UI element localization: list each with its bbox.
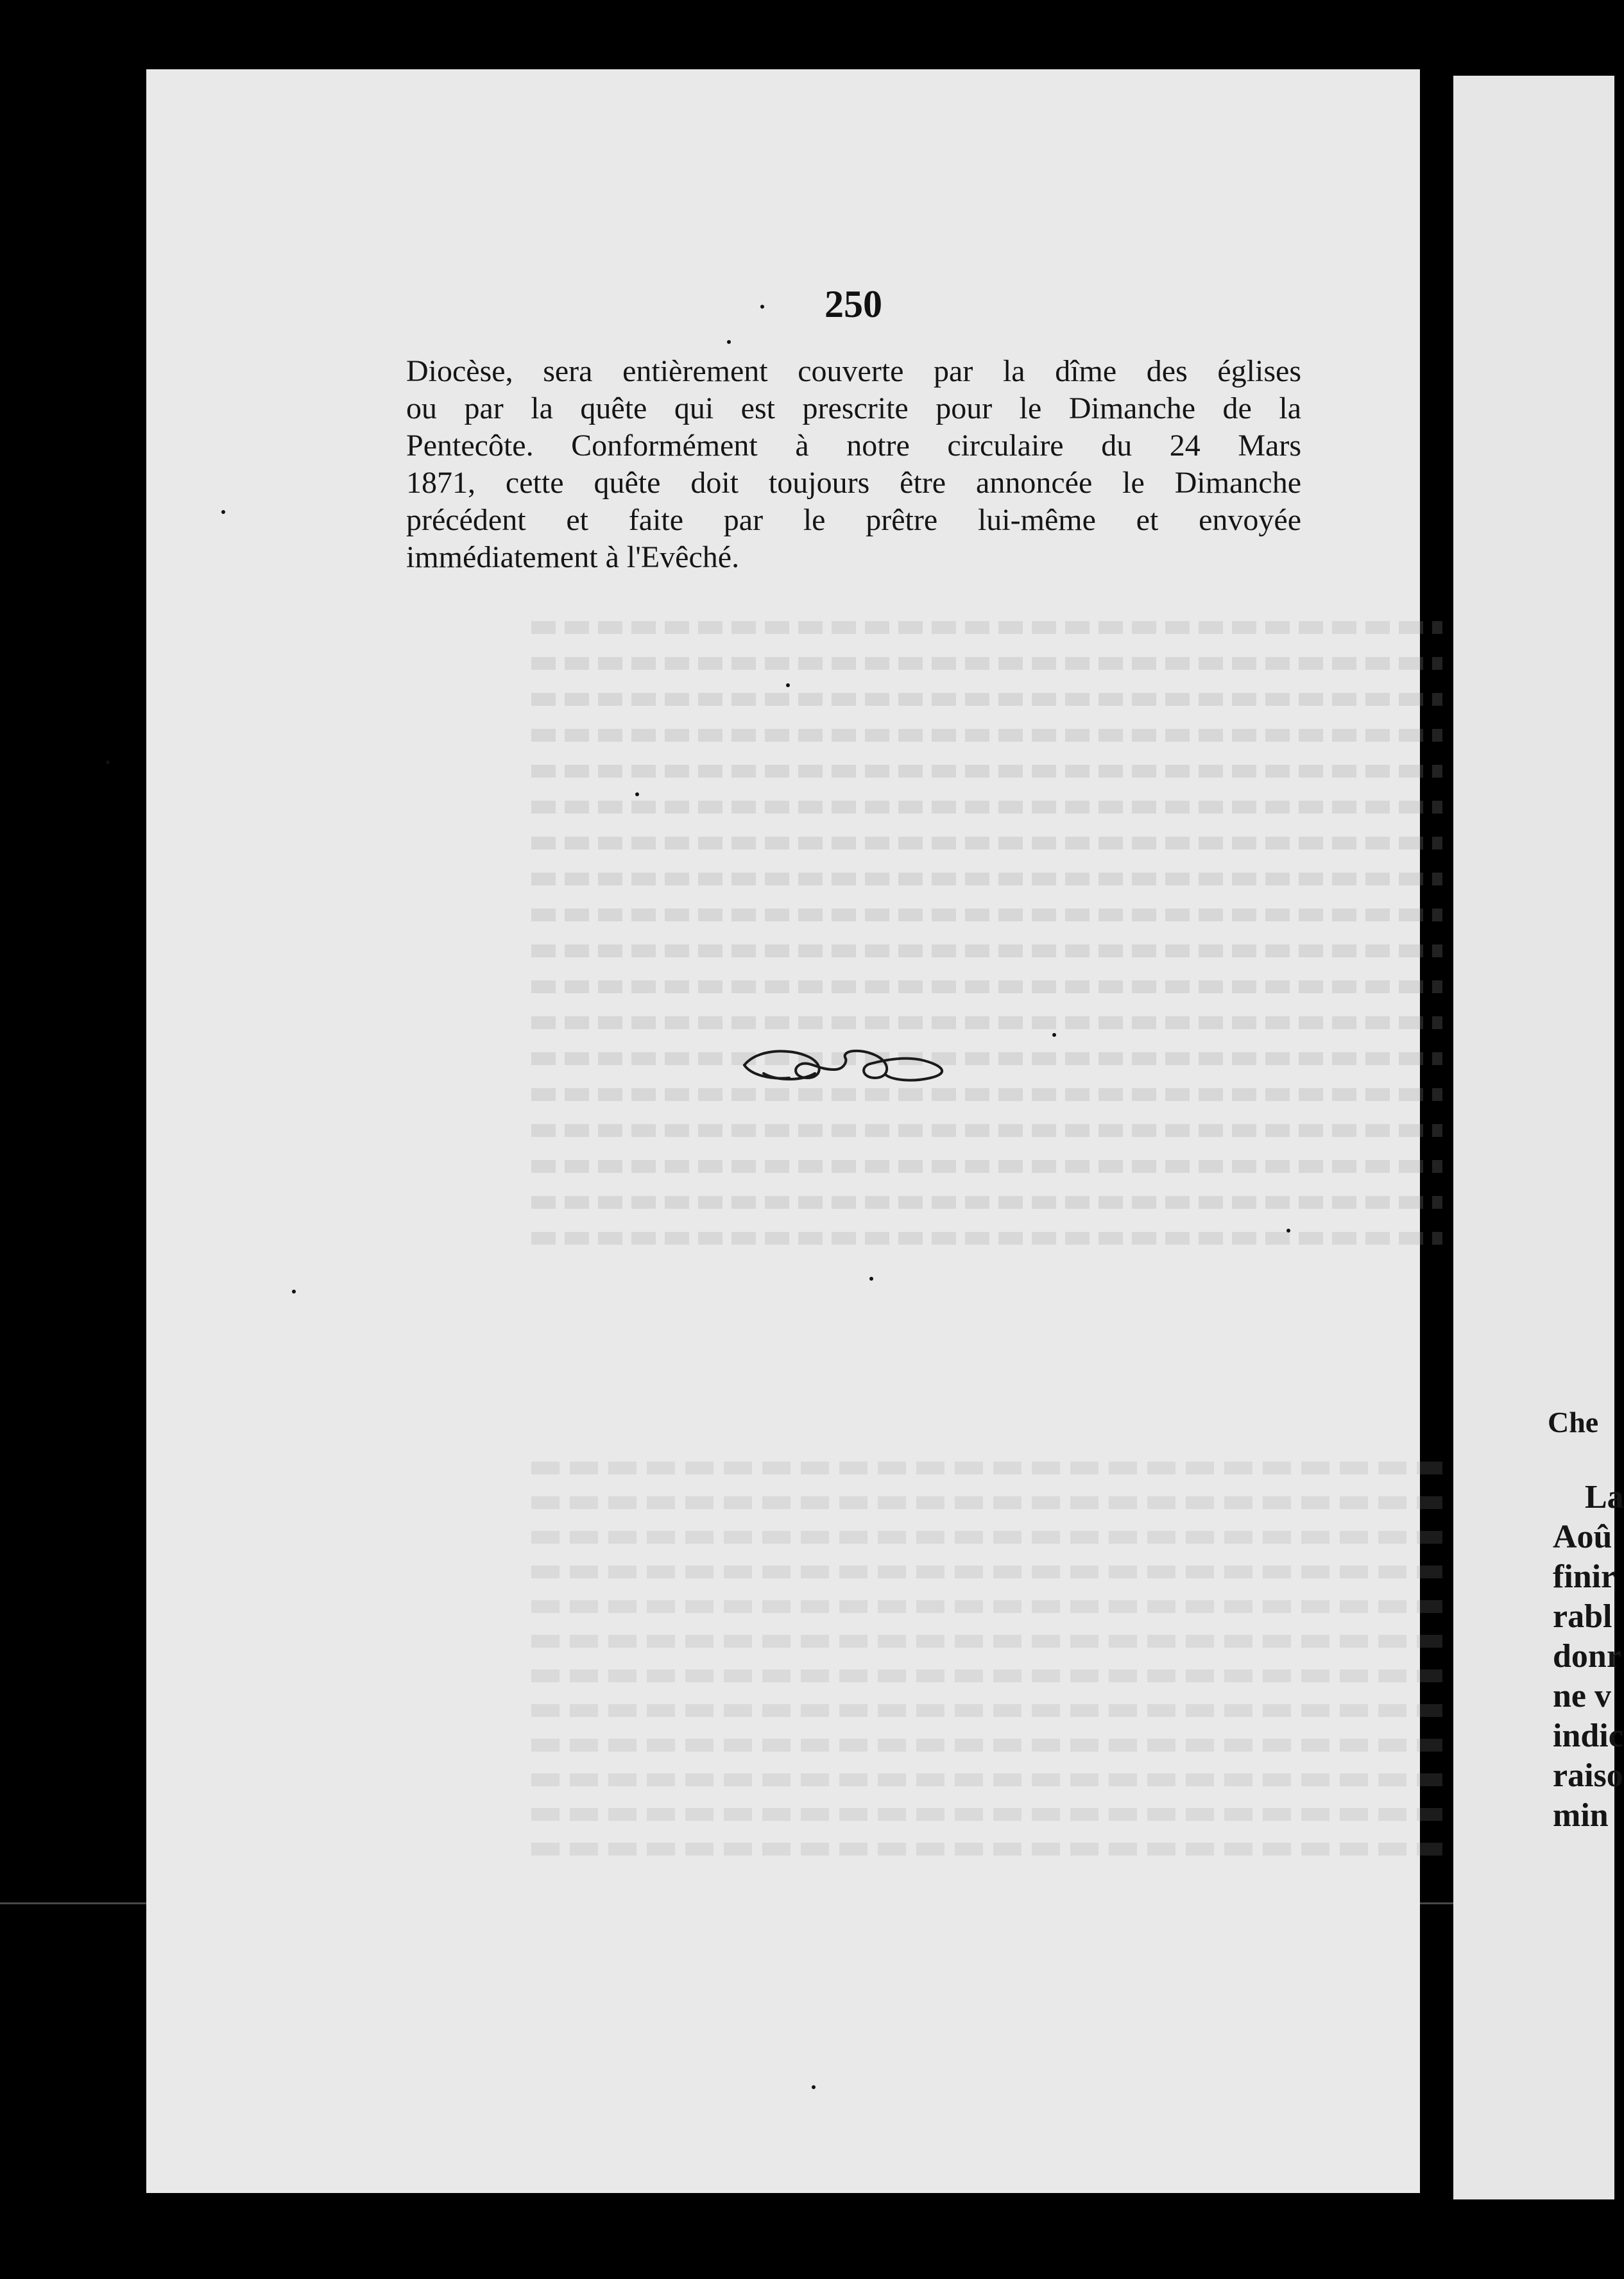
ink-speck [869, 1277, 873, 1281]
body-paragraph [406, 353, 1301, 576]
right-page-text: donr [1553, 1638, 1621, 1675]
right-page-text: raiso [1553, 1757, 1623, 1794]
ink-speck [812, 2085, 816, 2089]
text-line: Pentecôte. Conformément à notre circulaire du 24 Mars [406, 429, 1301, 463]
ink-speck [727, 340, 731, 344]
right-page-text: Che [1548, 1406, 1599, 1438]
ink-speck [1286, 1229, 1290, 1233]
right-page-text: min [1553, 1797, 1609, 1834]
ink-speck [106, 760, 110, 764]
text-line: 1871, cette quête doit toujours être annoncée le Dimanche [406, 466, 1301, 500]
right-page-text: finir [1553, 1558, 1616, 1595]
right-page-fragment [1453, 76, 1624, 2199]
text-line: immédiatement à l'Evêché. [406, 540, 740, 574]
ink-speck [221, 510, 225, 514]
text-line: Diocèse, sera entièrement couverte par la dîme des églises [406, 354, 1301, 388]
right-page-text: indic [1553, 1718, 1623, 1754]
right-page-text: La [1585, 1479, 1624, 1515]
text-line: précédent et faite par le prêtre lui-même et envoyée [406, 503, 1301, 537]
ink-speck [635, 792, 639, 796]
right-page-text: Aoû [1553, 1519, 1612, 1555]
ink-speck [292, 1290, 296, 1293]
bleed-through-text [531, 621, 1442, 1295]
bleed-through-text-lower [531, 1462, 1442, 1898]
double-scroll-ornament-icon [738, 1043, 956, 1088]
ink-speck [1052, 1033, 1056, 1037]
text-line: ou par la quête qui est prescrite pour le Dimanche de la [406, 391, 1301, 425]
page-number: 250 [825, 283, 882, 325]
right-page-text: ne v [1553, 1678, 1611, 1714]
ink-speck [786, 683, 790, 687]
ink-speck [760, 305, 764, 309]
right-page-text: rabl [1553, 1598, 1612, 1635]
